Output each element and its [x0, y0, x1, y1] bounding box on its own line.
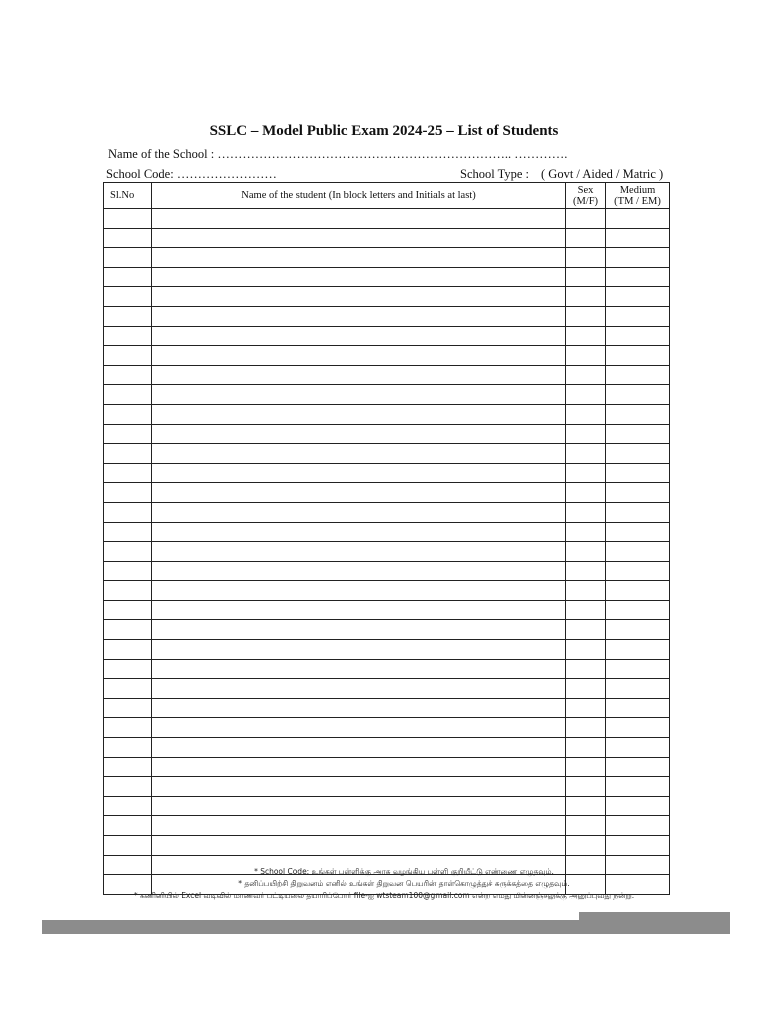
student-name-cell[interactable]: [152, 424, 566, 444]
header-sex-line1: Sex: [577, 184, 594, 196]
slno-cell[interactable]: [104, 738, 152, 758]
header-slno: Sl.No: [104, 183, 152, 209]
medium-cell[interactable]: [606, 404, 670, 424]
student-name-cell[interactable]: [152, 738, 566, 758]
slno-cell[interactable]: [104, 679, 152, 699]
medium-cell[interactable]: [606, 228, 670, 248]
table-row: [104, 267, 670, 287]
footnote-school-code: * School Code: உங்கள் பள்ளிக்கு அரசு வழங்கிய பள்ளி குறியீட்டு எண்ணை எழுதவும்.: [254, 867, 554, 876]
medium-cell[interactable]: [606, 463, 670, 483]
sex-cell[interactable]: [566, 287, 606, 307]
header-medium: [606, 183, 670, 209]
sex-cell[interactable]: [566, 424, 606, 444]
student-name-cell[interactable]: [152, 796, 566, 816]
sex-cell[interactable]: [566, 718, 606, 738]
slno-cell[interactable]: [104, 306, 152, 326]
sex-cell[interactable]: [566, 659, 606, 679]
table-row: [104, 679, 670, 699]
sex-cell[interactable]: [566, 228, 606, 248]
footnote-institution: * தனிப்பயிற்சி திறுவனம் எனில் உங்கள் திறுவன பெயரின் தாள்கொழுத்துச் சுருக்கத்தை எழுதவும்.: [238, 879, 570, 888]
sex-cell[interactable]: [566, 600, 606, 620]
medium-cell[interactable]: [606, 561, 670, 581]
medium-cell[interactable]: [606, 738, 670, 758]
footer-bar: [42, 920, 730, 934]
table-row: [104, 346, 670, 366]
sex-cell[interactable]: [566, 365, 606, 385]
slno-cell[interactable]: [104, 522, 152, 542]
slno-cell[interactable]: [104, 463, 152, 483]
table-row: [104, 561, 670, 581]
slno-cell[interactable]: [104, 287, 152, 307]
student-name-cell[interactable]: [152, 581, 566, 601]
student-name-cell[interactable]: [152, 816, 566, 836]
footnote-email: * கணினியில் Excel வடிவில் மாணவர் பட்டியலை தயாரிப்போர் file-ஐ wtsteam100@gmail.com என்ற எமது மின்னஞ்சலுக்கு அனுப்புவது நன்று.: [133, 891, 635, 900]
table-row: [104, 228, 670, 248]
table-body: [104, 209, 670, 895]
table-row: [104, 640, 670, 660]
sex-cell[interactable]: [566, 542, 606, 562]
school-name-line: Name of the School : …………………………………………………………….. ………….: [108, 147, 568, 161]
medium-cell[interactable]: [606, 777, 670, 797]
student-name-cell[interactable]: [152, 836, 566, 856]
sex-cell[interactable]: [566, 463, 606, 483]
table-row: [104, 404, 670, 424]
student-name-cell[interactable]: [152, 385, 566, 405]
sex-cell[interactable]: [566, 444, 606, 464]
student-name-cell[interactable]: [152, 698, 566, 718]
student-name-cell[interactable]: [152, 404, 566, 424]
slno-cell[interactable]: [104, 424, 152, 444]
table-row: [104, 522, 670, 542]
table-row: [104, 306, 670, 326]
student-name-cell[interactable]: [152, 502, 566, 522]
medium-cell[interactable]: [606, 796, 670, 816]
slno-cell[interactable]: [104, 228, 152, 248]
student-name-cell[interactable]: [152, 542, 566, 562]
footnotes: [0, 866, 768, 902]
slno-cell[interactable]: [104, 640, 152, 660]
footer-tab: [579, 912, 730, 920]
table-row: [104, 365, 670, 385]
student-name-cell[interactable]: [152, 718, 566, 738]
slno-cell[interactable]: [104, 365, 152, 385]
sex-cell[interactable]: [566, 326, 606, 346]
sex-cell[interactable]: [566, 757, 606, 777]
medium-cell[interactable]: [606, 287, 670, 307]
student-name-cell[interactable]: [152, 228, 566, 248]
header-student-name: Name of the student (In block letters and Initials at last): [152, 183, 566, 209]
table-row: [104, 483, 670, 503]
medium-cell[interactable]: [606, 483, 670, 503]
sex-cell[interactable]: [566, 385, 606, 405]
medium-cell[interactable]: [606, 581, 670, 601]
student-name-cell[interactable]: [152, 483, 566, 503]
sex-cell[interactable]: [566, 698, 606, 718]
student-name-cell[interactable]: [152, 600, 566, 620]
student-name-cell[interactable]: [152, 522, 566, 542]
sex-cell[interactable]: [566, 738, 606, 758]
medium-cell[interactable]: [606, 600, 670, 620]
slno-cell[interactable]: [104, 659, 152, 679]
table-row: [104, 326, 670, 346]
table-row: [104, 542, 670, 562]
student-name-cell[interactable]: [152, 777, 566, 797]
table-row: [104, 444, 670, 464]
sex-cell[interactable]: [566, 209, 606, 229]
slno-cell[interactable]: [104, 385, 152, 405]
medium-cell[interactable]: [606, 640, 670, 660]
slno-cell[interactable]: [104, 796, 152, 816]
school-code-line: School Code: ……………………: [106, 167, 277, 181]
student-name-cell[interactable]: [152, 659, 566, 679]
table-row: [104, 816, 670, 836]
medium-cell[interactable]: [606, 424, 670, 444]
slno-cell[interactable]: [104, 600, 152, 620]
slno-cell[interactable]: [104, 444, 152, 464]
document-title: SSLC – Model Public Exam 2024-25 – List of Students: [209, 123, 559, 139]
school-type-label: School Type :: [460, 167, 530, 181]
table-row: [104, 424, 670, 444]
header-medium-line1: Medium: [619, 184, 656, 196]
student-name-cell[interactable]: [152, 640, 566, 660]
slno-cell[interactable]: [104, 757, 152, 777]
student-name-cell[interactable]: [152, 365, 566, 385]
medium-cell[interactable]: [606, 444, 670, 464]
student-name-cell[interactable]: [152, 287, 566, 307]
slno-cell[interactable]: [104, 502, 152, 522]
slno-cell[interactable]: [104, 777, 152, 797]
medium-cell[interactable]: [606, 718, 670, 738]
student-name-cell[interactable]: [152, 326, 566, 346]
sex-cell[interactable]: [566, 796, 606, 816]
slno-cell[interactable]: [104, 346, 152, 366]
sex-cell[interactable]: [566, 561, 606, 581]
sex-cell[interactable]: [566, 836, 606, 856]
medium-cell[interactable]: [606, 346, 670, 366]
sex-cell[interactable]: [566, 581, 606, 601]
sex-cell[interactable]: [566, 346, 606, 366]
slno-cell[interactable]: [104, 581, 152, 601]
medium-cell[interactable]: [606, 698, 670, 718]
table-row: [104, 620, 670, 640]
medium-cell[interactable]: [606, 522, 670, 542]
sex-cell[interactable]: [566, 502, 606, 522]
slno-cell[interactable]: [104, 326, 152, 346]
table-row: [104, 777, 670, 797]
student-name-cell[interactable]: [152, 679, 566, 699]
slno-cell[interactable]: [104, 836, 152, 856]
table-row: [104, 463, 670, 483]
table-row: [104, 659, 670, 679]
student-name-cell[interactable]: [152, 561, 566, 581]
table-row: [104, 600, 670, 620]
table-row: [104, 385, 670, 405]
medium-cell[interactable]: [606, 836, 670, 856]
student-name-cell[interactable]: [152, 757, 566, 777]
medium-cell[interactable]: [606, 385, 670, 405]
slno-cell[interactable]: [104, 542, 152, 562]
table-row: [104, 248, 670, 268]
slno-cell[interactable]: [104, 209, 152, 229]
medium-cell[interactable]: [606, 679, 670, 699]
student-list-table: [103, 182, 670, 895]
medium-cell[interactable]: [606, 542, 670, 562]
sex-cell[interactable]: [566, 248, 606, 268]
slno-cell[interactable]: [104, 718, 152, 738]
medium-cell[interactable]: [606, 502, 670, 522]
school-type-options: ( Govt / Aided / Matric ): [541, 167, 664, 181]
sex-cell[interactable]: [566, 483, 606, 503]
sex-cell[interactable]: [566, 267, 606, 287]
slno-cell[interactable]: [104, 404, 152, 424]
sex-cell[interactable]: [566, 620, 606, 640]
header-medium-line2: (TM / EM): [614, 195, 661, 207]
slno-cell[interactable]: [104, 620, 152, 640]
medium-cell[interactable]: [606, 816, 670, 836]
sex-cell[interactable]: [566, 816, 606, 836]
header-sex-line2: (M/F): [572, 195, 599, 207]
table-row: [104, 738, 670, 758]
student-name-cell[interactable]: [152, 444, 566, 464]
header-sex: [566, 183, 606, 209]
slno-cell[interactable]: [104, 267, 152, 287]
slno-cell[interactable]: [104, 483, 152, 503]
table-row: [104, 287, 670, 307]
footer-notch: [42, 912, 579, 920]
slno-cell[interactable]: [104, 816, 152, 836]
slno-cell[interactable]: [104, 561, 152, 581]
table-header-row: [104, 183, 670, 209]
medium-cell[interactable]: [606, 757, 670, 777]
student-name-cell[interactable]: [152, 620, 566, 640]
medium-cell[interactable]: [606, 620, 670, 640]
student-name-cell[interactable]: [152, 346, 566, 366]
medium-cell[interactable]: [606, 326, 670, 346]
table-row: [104, 836, 670, 856]
sex-cell[interactable]: [566, 679, 606, 699]
student-name-cell[interactable]: [152, 248, 566, 268]
table-row: [104, 581, 670, 601]
medium-cell[interactable]: [606, 267, 670, 287]
table-row: [104, 757, 670, 777]
table-row: [104, 718, 670, 738]
medium-cell[interactable]: [606, 365, 670, 385]
table-row: [104, 209, 670, 229]
sex-cell[interactable]: [566, 522, 606, 542]
table-row: [104, 796, 670, 816]
sex-cell[interactable]: [566, 306, 606, 326]
medium-cell[interactable]: [606, 248, 670, 268]
medium-cell[interactable]: [606, 306, 670, 326]
student-name-cell[interactable]: [152, 463, 566, 483]
medium-cell[interactable]: [606, 659, 670, 679]
table-row: [104, 698, 670, 718]
student-name-cell[interactable]: [152, 306, 566, 326]
sex-cell[interactable]: [566, 404, 606, 424]
slno-cell[interactable]: [104, 698, 152, 718]
slno-cell[interactable]: [104, 248, 152, 268]
student-name-cell[interactable]: [152, 209, 566, 229]
sex-cell[interactable]: [566, 640, 606, 660]
student-name-cell[interactable]: [152, 267, 566, 287]
sex-cell[interactable]: [566, 777, 606, 797]
table-row: [104, 502, 670, 522]
medium-cell[interactable]: [606, 209, 670, 229]
